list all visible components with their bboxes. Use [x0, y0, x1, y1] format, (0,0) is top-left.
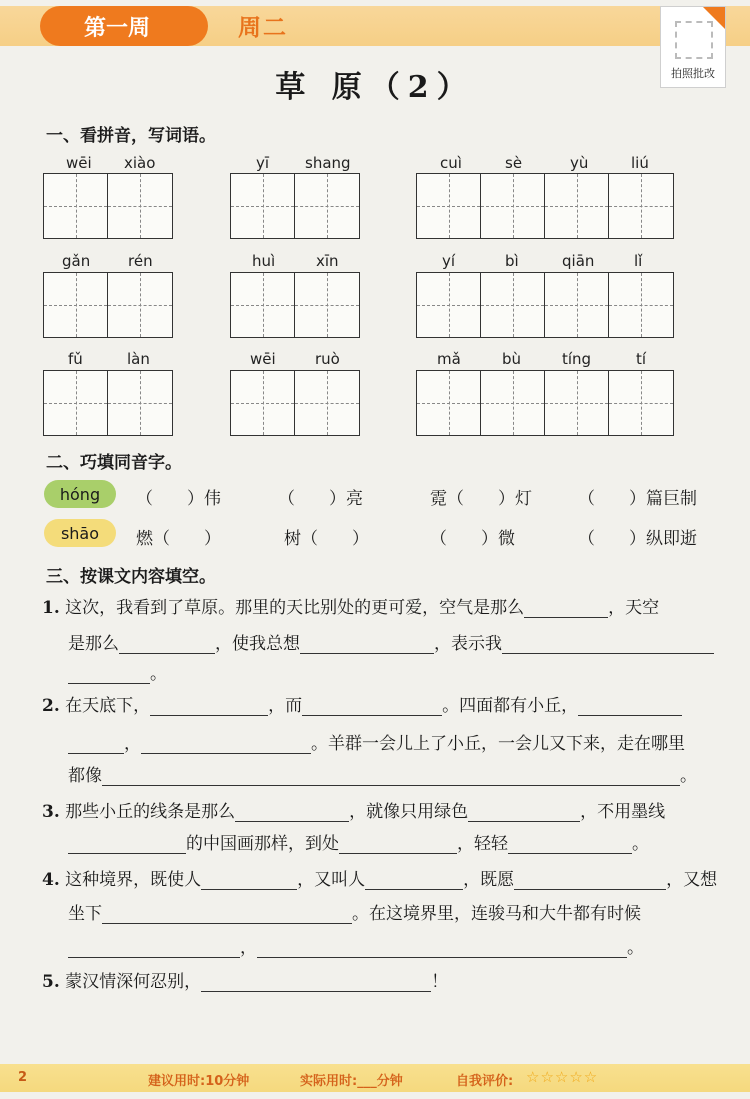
fill-line: 。 — [68, 664, 167, 684]
answer-blank[interactable] — [339, 836, 457, 854]
actual-time: 实际用时:___分钟 — [300, 1074, 403, 1089]
day-label: 周二 — [238, 15, 288, 41]
fill-line: 坐下 。在这境界里，连骏马和大牛都有时候 — [68, 904, 641, 924]
answer-blank[interactable] — [257, 940, 627, 958]
page-number: 2 — [18, 1070, 28, 1085]
pinyin: tí — [636, 350, 647, 368]
pinyin: liú — [631, 154, 649, 172]
pinyin: qiān — [562, 252, 595, 270]
homophone-blank[interactable]: 树（ ） — [284, 529, 369, 549]
writing-grid[interactable] — [43, 173, 173, 239]
answer-blank[interactable] — [201, 872, 297, 890]
answer-blank[interactable] — [365, 872, 463, 890]
fill-line: 的中国画那样，到处 ，轻轻 。 — [68, 834, 649, 854]
self-evaluation-label: 自我评价: — [456, 1074, 514, 1089]
answer-blank[interactable] — [150, 698, 268, 716]
fill-line: 2. 在天底下， ，而 。四面都有小丘， — [42, 696, 682, 716]
writing-grid[interactable] — [230, 173, 360, 239]
answer-blank[interactable] — [578, 698, 682, 716]
fill-line: 5. 蒙汉情深何忍别， ！ — [42, 972, 449, 992]
pinyin: mǎ — [437, 350, 461, 368]
pinyin: yù — [570, 154, 589, 172]
answer-blank[interactable] — [119, 636, 215, 654]
pinyin-pill-hong: hóng — [44, 480, 116, 508]
fill-line: 3. 那些小丘的线条是那么 ，就像只用绿色 ，不用墨线 — [42, 802, 666, 822]
homophone-blank[interactable]: （ ）纵即逝 — [578, 529, 697, 549]
star-rating-icon[interactable]: ☆☆☆☆☆ — [526, 1068, 599, 1086]
answer-blank[interactable] — [201, 974, 431, 992]
answer-blank[interactable] — [514, 872, 666, 890]
answer-blank[interactable] — [68, 736, 124, 754]
answer-blank[interactable] — [468, 804, 580, 822]
pinyin: wēi — [250, 350, 276, 368]
footer-bar — [0, 1064, 750, 1092]
pinyin: cuì — [440, 154, 462, 172]
pinyin: gǎn — [62, 252, 91, 270]
pinyin: làn — [127, 350, 150, 368]
section-2-heading: 二、巧填同音字。 — [46, 453, 182, 473]
pinyin: yī — [256, 154, 270, 172]
photo-grading-label: 拍照批改 — [671, 67, 715, 80]
fill-line: 都像 。 — [68, 766, 697, 786]
writing-grid[interactable] — [43, 272, 173, 338]
answer-blank[interactable] — [302, 698, 442, 716]
pinyin: ruò — [315, 350, 340, 368]
answer-blank[interactable] — [68, 940, 240, 958]
fill-line: 4. 这种境界，既使人 ，又叫人 ，既愿 ，又想 — [42, 870, 718, 890]
section-1-heading: 一、看拼音，写词语。 — [46, 126, 216, 146]
pinyin: sè — [505, 154, 523, 172]
answer-blank[interactable] — [300, 636, 434, 654]
pinyin: rén — [128, 252, 153, 270]
writing-grid[interactable] — [416, 272, 674, 338]
suggested-time: 建议用时:10分钟 — [148, 1074, 250, 1089]
answer-blank[interactable] — [508, 836, 632, 854]
homophone-blank[interactable]: （ ）伟 — [136, 489, 221, 509]
pinyin: wēi — [66, 154, 92, 172]
homophone-blank[interactable]: （ ）微 — [430, 529, 515, 549]
pinyin-pill-shao: shāo — [44, 519, 116, 547]
pinyin: xīn — [316, 252, 339, 270]
answer-blank[interactable] — [68, 836, 186, 854]
homophone-blank[interactable]: （ ）亮 — [278, 489, 363, 509]
pinyin: fǔ — [68, 350, 83, 368]
page-title: 草 原（2） — [275, 70, 475, 105]
pinyin: yí — [442, 252, 456, 270]
writing-grid[interactable] — [230, 272, 360, 338]
writing-grid[interactable] — [416, 173, 674, 239]
homophone-blank[interactable]: 霓（ ）灯 — [430, 489, 532, 509]
answer-blank[interactable] — [524, 600, 608, 618]
writing-grid[interactable] — [43, 370, 173, 436]
answer-blank[interactable] — [235, 804, 349, 822]
fill-line: 1. 这次，我看到了草原。那里的天比别处的更可爱，空气是那么 ，天空 — [42, 598, 660, 618]
homophone-blank[interactable]: 燃（ ） — [136, 529, 221, 549]
fill-line: ， 。 — [68, 938, 644, 958]
section-3-heading: 三、按课文内容填空。 — [46, 567, 216, 587]
answer-blank[interactable] — [102, 768, 680, 786]
answer-blank[interactable] — [68, 666, 150, 684]
pinyin: huì — [252, 252, 276, 270]
qr-code-icon — [675, 21, 713, 59]
answer-blank[interactable] — [502, 636, 714, 654]
answer-blank[interactable] — [141, 736, 311, 754]
writing-grid[interactable] — [416, 370, 674, 436]
pinyin: lǐ — [634, 252, 643, 270]
pinyin: shang — [305, 154, 351, 172]
homophone-blank[interactable]: （ ）篇巨制 — [578, 489, 697, 509]
pinyin: bù — [502, 350, 522, 368]
pinyin: bì — [505, 252, 519, 270]
pinyin: tíng — [562, 350, 592, 368]
fill-line: 是那么 ，使我总想 ，表示我 — [68, 634, 714, 654]
pinyin: xiào — [124, 154, 156, 172]
answer-blank[interactable] — [102, 906, 352, 924]
week-tab: 第一周 — [40, 6, 208, 46]
writing-grid[interactable] — [230, 370, 360, 436]
fill-line: ， 。羊群一会儿上了小丘，一会儿又下来，走在哪里 — [68, 734, 685, 754]
